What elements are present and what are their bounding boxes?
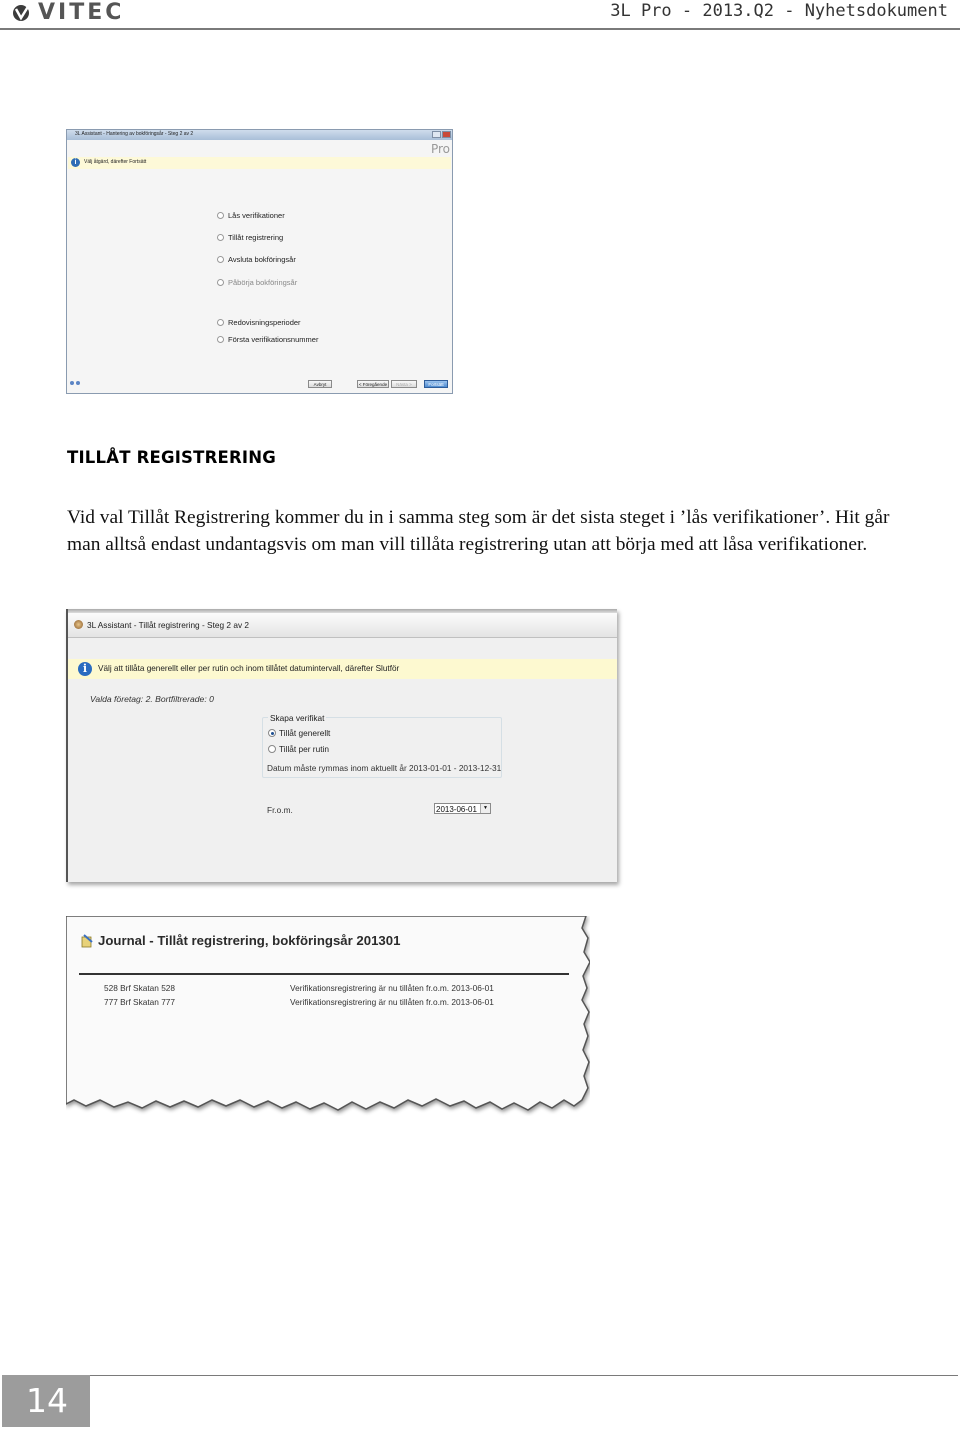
- journal-row-message: Verifikationsregistrering är nu tillåten fr.o.m. 2013-06-01: [290, 983, 494, 993]
- cancel-button[interactable]: Avbryt: [308, 380, 332, 388]
- radio-allow-general[interactable]: [268, 728, 330, 738]
- option-redovisningsperioder[interactable]: [217, 318, 301, 327]
- journal-row-company: 777 Brf Skatan 777: [104, 997, 176, 1007]
- journal-row-message: Verifikationsregistrering är nu tillåten fr.o.m. 2013-06-01: [290, 997, 494, 1007]
- radio-button: [217, 279, 224, 286]
- footer-rule: [90, 1375, 958, 1376]
- info-icon: i: [78, 662, 92, 676]
- minimize-button[interactable]: [432, 131, 441, 138]
- option-label: Tillåt registrering: [228, 233, 284, 242]
- vitec-logo: [10, 2, 124, 24]
- option-las-verifikationer[interactable]: [217, 211, 285, 220]
- help-dot-icon[interactable]: [70, 381, 74, 385]
- chevron-down-icon[interactable]: ▼: [480, 804, 490, 813]
- continue-button[interactable]: Fortsätt: [424, 380, 448, 388]
- option-label: Avsluta bokföringsår: [228, 255, 296, 264]
- info-text: Välj att tillåta generellt eller per rutin och inom tillåtet datumintervall, därefter Slutför: [98, 664, 400, 673]
- from-date-picker[interactable]: [434, 803, 491, 814]
- option-label: Påbörja bokföringsår: [228, 278, 298, 287]
- radio-label: Tillåt per rutin: [279, 744, 329, 754]
- info-bar: [68, 659, 617, 679]
- window-controls: [432, 131, 451, 138]
- info-icon: i: [71, 158, 80, 167]
- page-number: 14: [26, 1381, 68, 1420]
- radio-button[interactable]: [217, 212, 224, 219]
- app-icon: [74, 620, 83, 629]
- previous-button[interactable]: < Föregående: [358, 382, 388, 387]
- option-avsluta-bokforingsar[interactable]: [217, 255, 296, 264]
- info-text: Välj åtgärd, därefter Fortsätt: [84, 159, 147, 165]
- logo-text: VITEC: [38, 0, 125, 25]
- selected-companies: Valda företag: 2. Bortfiltrerade: 0: [90, 694, 214, 704]
- option-label: Första verifikationsnummer: [228, 335, 319, 344]
- journal-screenshot: [66, 916, 590, 1116]
- group-label: Skapa verifikat: [270, 713, 325, 723]
- help-dot-icon[interactable]: [76, 381, 80, 385]
- radio-button[interactable]: [217, 234, 224, 241]
- option-paborja-bokforingsar: [217, 278, 297, 287]
- radio-button[interactable]: [217, 256, 224, 263]
- journal-row-company: 528 Brf Skatan 528: [104, 983, 176, 993]
- info-bar: [68, 157, 451, 169]
- option-forsta-verifikationsnummer[interactable]: [217, 335, 318, 344]
- radio-button[interactable]: [217, 336, 224, 343]
- vitec-logo-icon: [10, 3, 34, 23]
- option-label: Redovisningsperioder: [228, 318, 301, 327]
- option-tillat-registrering[interactable]: [217, 233, 283, 242]
- radio-button[interactable]: [217, 319, 224, 326]
- next-button: Nästa >: [391, 380, 417, 388]
- section-paragraph: Vid val Tillåt Registrering kommer du in i samma steg som är det sista steget i ’lås verifikationer’. Hit går man alltså endast undantagsvis om man vill tillåta registrering utan att börja med att låsa verifikationer.: [67, 507, 890, 555]
- radio-label: Tillåt generellt: [279, 728, 331, 738]
- dialog-titlebar: [67, 130, 452, 140]
- page-number-box: [2, 1375, 90, 1427]
- close-button[interactable]: [442, 131, 451, 138]
- dialog-titlebar: [68, 613, 617, 638]
- dialog-title: 3L Assistant - Hantering av bokföringsår - Steg 2 av 2: [75, 131, 194, 137]
- date-hint: Datum måste rymmas inom aktuellt år 2013-01-01 - 2013-12-31: [267, 763, 502, 773]
- dialog-title: 3L Assistant - Tillåt registrering - Steg 2 av 2: [87, 620, 250, 630]
- radio-allow-per-routine[interactable]: [268, 744, 329, 754]
- pro-logo: Pro: [430, 142, 450, 156]
- from-date-value: 2013-06-01: [436, 805, 477, 814]
- radio-button[interactable]: [268, 745, 276, 753]
- journal-title: Journal - Tillåt registrering, bokföringsår 201301: [98, 933, 401, 948]
- section-heading: TILLÅT REGISTRERING: [67, 448, 276, 467]
- help-icons: [70, 381, 80, 385]
- page-header: [0, 0, 960, 30]
- title-rule: [79, 973, 569, 975]
- option-label: Lås verifikationer: [228, 211, 285, 220]
- journal-icon: [80, 934, 94, 948]
- document-title: 3L Pro - 2013.Q2 - Nyhetsdokument: [610, 1, 948, 21]
- tillat-registrering-dialog-screenshot: [66, 609, 617, 882]
- radio-button-selected[interactable]: [268, 729, 276, 737]
- from-date-label: Fr.o.m.: [267, 805, 293, 815]
- assistant-dialog-screenshot: [66, 129, 453, 394]
